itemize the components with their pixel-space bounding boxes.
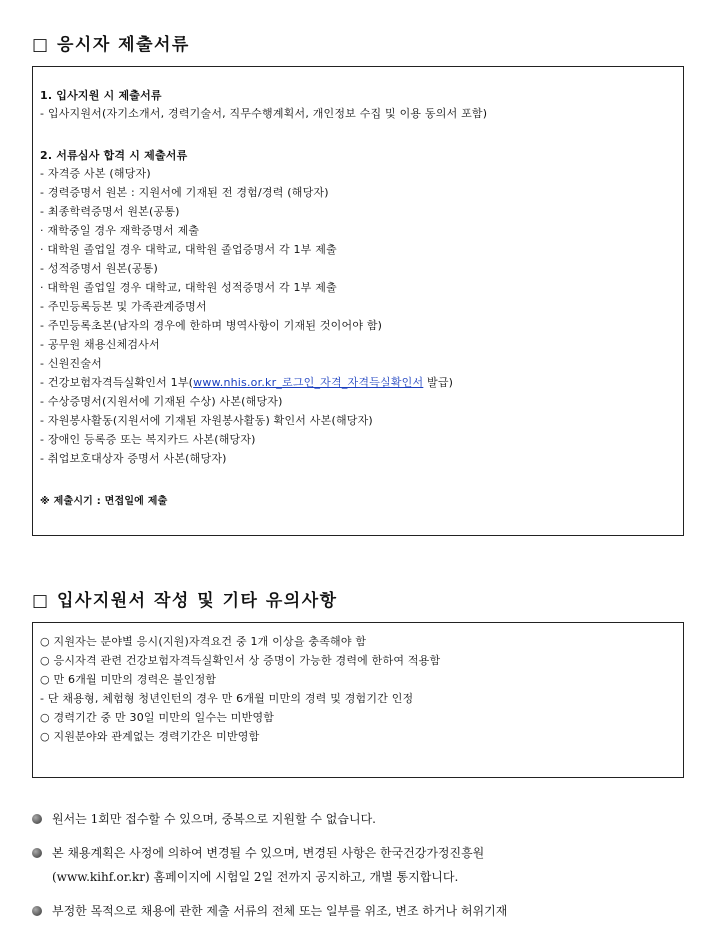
list-item: ○ 만 6개월 미만의 경력은 불인정함 <box>40 673 217 686</box>
list-item: - 장애인 등록증 또는 복지카드 사본(해당자) <box>40 433 256 446</box>
group2-title: 2. 서류심사 합격 시 제출서류 <box>40 149 188 162</box>
list-item: ○ 경력기간 중 만 30일 미만의 일수는 미반영함 <box>40 711 275 724</box>
list-item: - 단 채용형, 체험형 청년인턴의 경우 만 6개월 미만의 경력 및 경험기간 인정 <box>40 692 414 705</box>
section-title-applicant-documents: □ 응시자 제출서류 <box>32 35 190 55</box>
group1-item: - 입사지원서(자기소개서, 경력기술서, 직무수행계획서, 개인정보 수집 및 이용 동의서 포함) <box>40 107 488 120</box>
list-item: · 재학중일 경우 재학증명서 제출 <box>40 224 200 237</box>
list-item: - 경력증명서 원본 : 지원서에 기재된 전 경험/경력 (해당자) <box>40 186 329 199</box>
list-item-insurance <box>40 376 453 390</box>
list-item: ○ 지원분야와 관계없는 경력기간은 미반영함 <box>40 730 260 743</box>
documents-box <box>32 66 684 536</box>
nhis-link[interactable]: www.nhis.or.kr_로그인_자격_자격득실확인서 <box>193 376 424 389</box>
submission-note: ※ 제출시기 : 면접일에 제출 <box>40 496 168 507</box>
list-item: - 공무원 채용신체검사서 <box>40 338 160 351</box>
list-item: - 주민등록초본(남자의 경우에 한하며 병역사항이 기재된 것이어야 함) <box>40 319 383 332</box>
list-item: - 주민등록등본 및 가족관계증명서 <box>40 300 207 313</box>
list-item: - 최종학력증명서 원본(공통) <box>40 205 180 218</box>
list-item: - 자격증 사본 (해당자) <box>40 167 151 180</box>
list-item: ○ 지원자는 분야별 응시(지원)자격요건 중 1개 이상을 충족해야 함 <box>40 635 367 648</box>
bullet-icon <box>32 848 42 858</box>
list-item: · 대학원 졸업일 경우 대학교, 대학원 성적증명서 각 1부 제출 <box>40 281 337 294</box>
bullet-icon <box>32 906 42 916</box>
list-item: - 수상증명서(지원서에 기재된 수상) 사본(해당자) <box>40 395 283 408</box>
bullet-icon <box>32 814 42 824</box>
list-item: - 성적증명서 원본(공통) <box>40 262 158 275</box>
insurance-prefix: - 건강보험자격득실확인서 1부( <box>40 376 194 389</box>
list-item: - 자원봉사활동(지원서에 기재된 자원봉사활동) 확인서 사본(해당자) <box>40 414 373 427</box>
insurance-suffix: 발급) <box>423 376 454 389</box>
list-item: ○ 응시자격 관련 건강보험자격득실확인서 상 증명이 가능한 경력에 한하여 적용함 <box>40 654 441 667</box>
list-item: - 취업보호대상자 증명서 사본(해당자) <box>40 452 227 465</box>
list-item: · 대학원 졸업일 경우 대학교, 대학원 졸업증명서 각 1부 제출 <box>40 243 337 256</box>
section-title-application-notes: □ 입사지원서 작성 및 기타 유의사항 <box>32 591 338 611</box>
group1-title: 1. 입사지원 시 제출서류 <box>40 89 162 102</box>
list-item: - 신원진술서 <box>40 357 102 370</box>
notes-box <box>32 622 684 778</box>
